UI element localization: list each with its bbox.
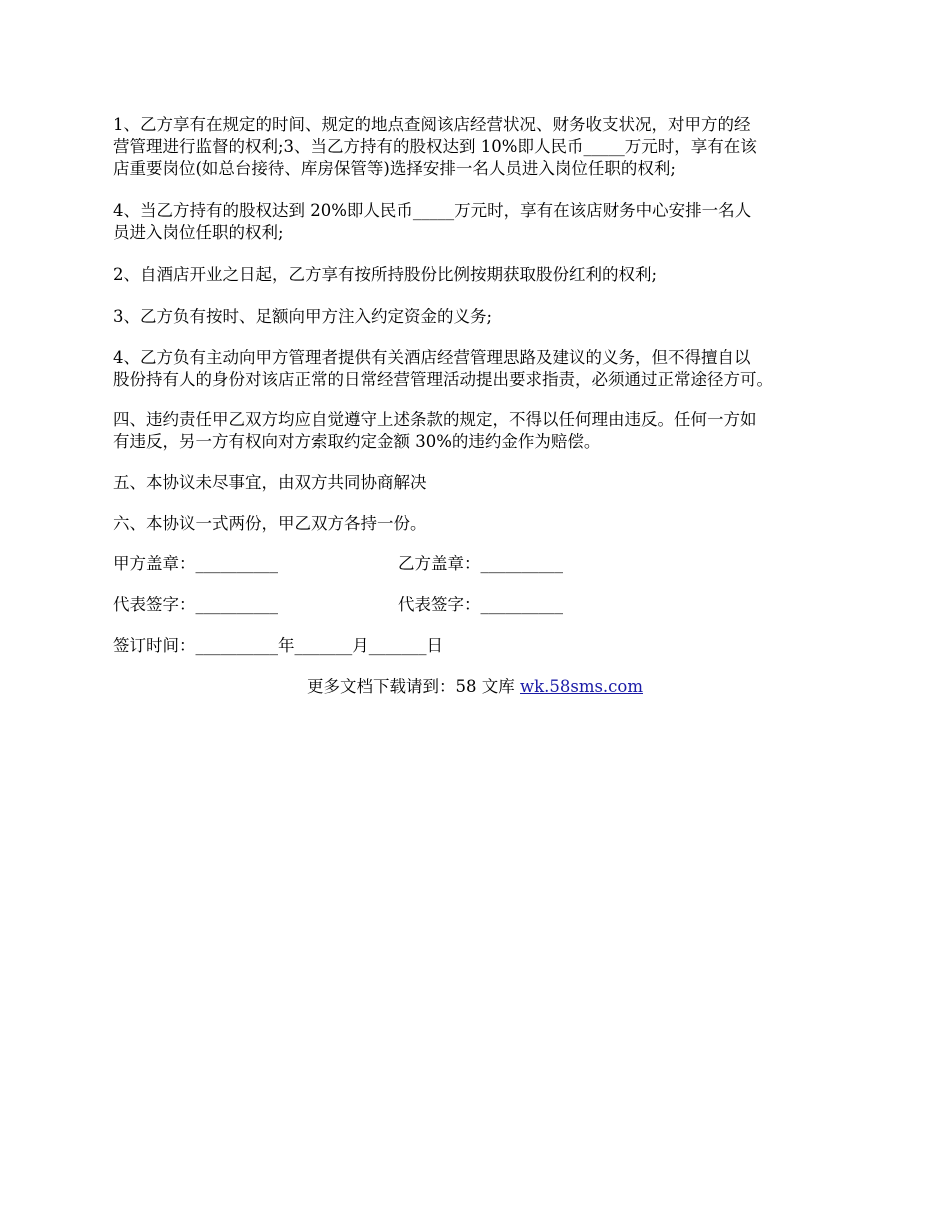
footer-text: 更多文档下载请到：58 文库 (306, 677, 520, 696)
clause-breach-liability (113, 409, 841, 453)
seal-row (113, 553, 841, 575)
clause-finance-center-staff (113, 200, 841, 244)
text-line: 4、当乙方持有的股权达到 20%即人民币_____万元时，享有在该店财务中心安排一名人 (113, 201, 752, 220)
clause-unresolved-matters (113, 472, 841, 494)
footer-link[interactable]: wk.58sms.com (519, 677, 643, 696)
party-b-seal-field: 乙方盖章：__________ (398, 554, 563, 573)
text-line: 3、乙方负有按时、足额向甲方注入约定资金的义务; (113, 307, 493, 326)
clause-capital-obligation (113, 306, 841, 328)
clause-rights-inspection (113, 114, 841, 180)
party-b-representative-field: 代表签字：__________ (398, 595, 563, 614)
text-line: 1、乙方享有在规定的时间、规定的地点查阅该店经营状况、财务收支状况，对甲方的经 (113, 115, 751, 134)
text-line: 2、自酒店开业之日起，乙方享有按所持股份比例按期获取股份红利的权利; (113, 265, 658, 284)
text-line: 4、乙方负有主动向甲方管理者提供有关酒店经营管理思路及建议的义务，但不得擅自以 (113, 348, 751, 367)
text-line: 店重要岗位(如总台接待、库房保管等)选择安排一名人员进入岗位任职的权利; (113, 159, 676, 178)
party-a-seal-field: 甲方盖章：__________ (113, 554, 278, 573)
clause-copies (113, 513, 841, 535)
clause-dividend-right (113, 264, 841, 286)
download-footer (0, 676, 950, 698)
clause-advice-obligation (113, 347, 841, 391)
representative-row (113, 594, 841, 616)
text-line: 员进入岗位任职的权利; (113, 223, 284, 242)
text-line: 股份持有人的身份对该店正常的日常经营管理活动提出要求指责，必须通过正常途径方可。 (113, 370, 773, 389)
sign-date-field: 签订时间：__________年_______月_______日 (113, 636, 443, 655)
sign-date-row (113, 635, 841, 657)
text-line: 有违反，另一方有权向对方索取约定金额 30%的违约金作为赔偿。 (113, 432, 601, 451)
text-line: 四、违约责任甲乙双方均应自觉遵守上述条款的规定，不得以任何理由违反。任何一方如 (113, 410, 757, 429)
text-line: 五、本协议未尽事宜，由双方共同协商解决 (113, 473, 427, 492)
text-line: 营管理进行监督的权利;3、当乙方持有的股权达到 10%即人民币_____万元时，享有在该 (113, 137, 757, 156)
text-line: 六、本协议一式两份，甲乙双方各持一份。 (113, 514, 427, 533)
party-a-representative-field: 代表签字：__________ (113, 595, 278, 614)
